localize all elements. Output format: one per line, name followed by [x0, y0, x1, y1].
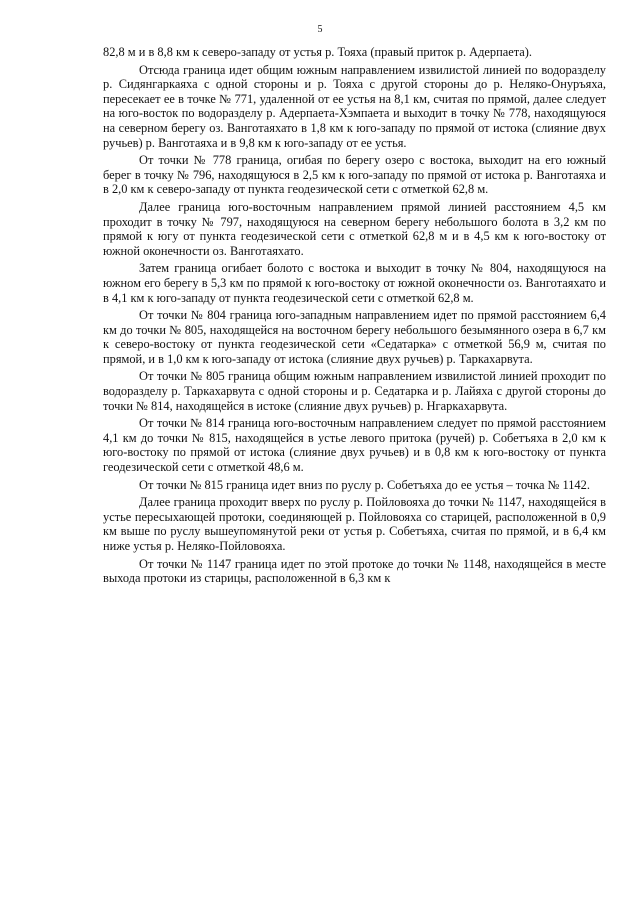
page-number: 5: [317, 24, 323, 35]
paragraph-2: Отсюда граница идет общим южным направлением извилистой линией по водоразделу р. Сидянгаркаяха с одной стороны и р. Тояха с другой стороны до р. Неляко-Онуръяха, пересекает ее в точке № 771, удаленной от ее устья на 8,1 км, считая по прямой, далее следует на юго-восток по водоразделу р. Адерпаета-Хэмпаета и выходит в точку № 778, находящуюся на северном берегу оз. Ванготаяхато в 1,8 км к юго-западу по прямой от истока (слияние двух ручьев) р. Ванготаяха и в 9,8 км к юго-западу от ее устья.: [103, 62, 606, 150]
paragraph-11: От точки № 1147 граница идет по этой протоке до точки № 1148, находящейся в месте выхода протоки из старицы, расположенной в 6,3 км к: [103, 556, 606, 586]
paragraph-7: От точки № 805 граница общим южным направлением извилистой линией проходит по водоразделу р. Таркахарвута с одной стороны и р. Седатарка и р. Лайяха с другой стороны до точки № 814, находящейся в истоке (слияние двух ручьев) р. Нгаркахарвута.: [103, 369, 606, 413]
paragraph-4: Далее граница юго-восточным направлением прямой линией расстоянием 4,5 км проходит в точку № 797, находящуюся на северном берегу небольшого болота в 3,2 км по прямой к югу от пункта геодезической сети с отметкой 62,8 м и в 4,5 км к юго-востоку от южной оконечности оз. Ванготаяхато.: [103, 199, 606, 258]
paragraph-3: От точки № 778 граница, огибая по берегу озеро с востока, выходит на его южный берег в точку № 796, находящуюся в 2,5 км к юго-западу по прямой от истока р. Ванготаяха и в 2,0 км к северо-западу от пункта геодезической сети с отметкой 62,8 м.: [103, 153, 606, 197]
paragraph-9: От точки № 815 граница идет вниз по руслу р. Собетъяха до ее устья – точка № 1142.: [139, 477, 590, 492]
document-body: [103, 45, 606, 589]
paragraph-10: Далее граница проходит вверх по руслу р. Пойловояха до точки № 1147, находящейся в устье пересыхающей протоки, соединяющей р. Пойловояха со старицей, расположенной в 0,9 км выше по руслу вышеупомянутой реки от устья р. Собетъяха, считая по прямой, и в 6,4 км ниже устья р. Неляко-Пойловояха.: [103, 495, 606, 553]
paragraph-5: Затем граница огибает болото с востока и выходит в точку № 804, находящуюся на южном его берегу в 5,3 км по прямой к юго-востоку от южной оконечности оз. Ванготаяхато и в 4,1 км к юго-западу от пункта геодезической сети с отметкой 62,8 м.: [103, 261, 606, 305]
paragraph-8: От точки № 814 граница юго-восточным направлением следует по прямой расстоянием 4,1 км до точки № 815, находящейся в устье левого притока (ручей) р. Собетъяха в 2,0 км к юго-востоку по прямой от истока (слияние двух ручьев) и в 0,8 км к юго-востоку от пункта геодезической сети с отметкой 48,6 м.: [103, 416, 606, 475]
paragraph-1: 82,8 м и в 8,8 км к северо-западу от устья р. Тояха (правый приток р. Адерпаета).: [103, 45, 533, 59]
paragraph-6: От точки № 804 граница юго-западным направлением идет по прямой расстоянием 6,4 км до точки № 805, находящейся на восточном берегу небольшого безымянного озера в 6,7 км к северо-востоку от пункта геодезической сети «Седатарка» с отметкой 56,9 м, считая по прямой, и в 1,0 км к юго-западу от истока (слияние двух ручьев) р. Таркахарвута.: [103, 308, 606, 366]
